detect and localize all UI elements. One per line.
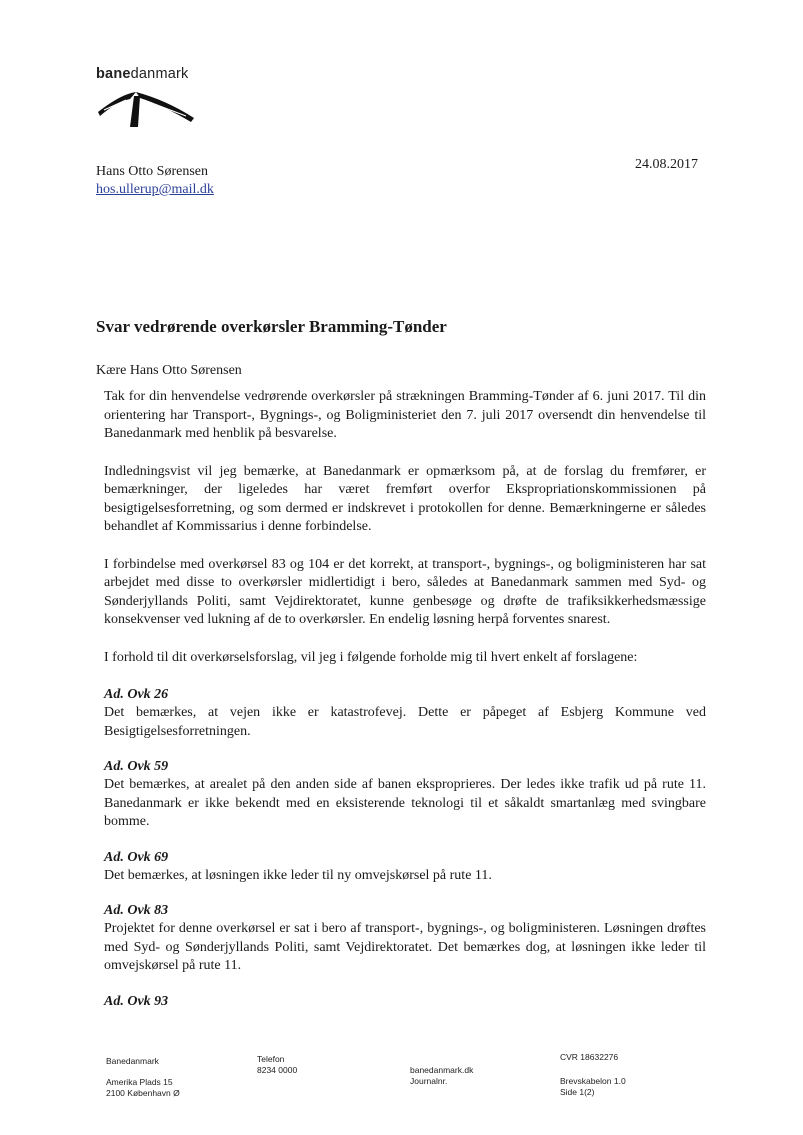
footer-meta bbox=[560, 1076, 626, 1098]
response-item bbox=[104, 758, 706, 832]
response-item bbox=[104, 686, 706, 741]
paragraph: I forhold til dit overkørselsforslag, vil jeg i følgende forholde mig til hvert enkelt af forslagene: bbox=[104, 649, 638, 665]
footer-website-link[interactable]: banedanmark.dk bbox=[410, 1065, 474, 1075]
item-heading: Ad. Ovk 59 bbox=[104, 759, 169, 774]
item-text: Det bemærkes, at arealet på den anden side af banen eksproprieres. Der ledes ikke trafik ud på rute 11. Banedanmark er ikke bekendt med en eksisterende teknologi til et såkaldt smartanlæg med svingbare bomme. bbox=[104, 777, 706, 829]
paragraph: Tak for din henvendelse vedrørende overkørsler på strækningen Bramming-Tønder af 6. juni 2017. Til din orientering har Transport-, Bygnings-, og Boligministeriet den 7. juli 2017 oversendt din henvendelse til Banedanmark med henblik på besvarelse. bbox=[104, 389, 706, 441]
item-text: Det bemærkes, at vejen ikke er katastrofevej. Dette er påpeget af Esbjerg Kommune ved Besigtigelsesforretningen. bbox=[104, 705, 706, 739]
banedanmark-logo bbox=[96, 66, 206, 128]
letter-footer bbox=[0, 1052, 803, 1132]
footer-phone bbox=[257, 1054, 297, 1076]
recipient-email-link[interactable]: hos.ullerup@mail.dk bbox=[96, 182, 214, 197]
footer-company: Banedanmark bbox=[106, 1056, 159, 1066]
paragraph: I forbindelse med overkørsel 83 og 104 er det korrekt, at transport-, bygnings-, og boligministeren har sat arbejdet med disse to overkørsler midlertidigt i bero, således at Banedanmark sammen med Syd- og Sønderjyllands Politi, samt Vejdirektoratet, kunne genbesøge og drøfte de trafiksikkerhedsmæssige konsekvenser ved lukning af de to overkørsler. En endelig løsning herpå forventes snarest. bbox=[104, 556, 706, 627]
logo-wordmark-rest: danmark bbox=[130, 66, 189, 82]
item-heading: Ad. Ovk 93 bbox=[104, 993, 169, 1009]
footer-page-number: Side 1(2) bbox=[560, 1087, 595, 1097]
footer-address-line: Amerika Plads 15 bbox=[106, 1077, 173, 1087]
footer-template: Brevskabelon 1.0 bbox=[560, 1076, 626, 1086]
railway-tracks-icon bbox=[96, 86, 196, 128]
footer-cvr: CVR 18632276 bbox=[560, 1052, 619, 1062]
letter-date: 24.08.2017 bbox=[635, 157, 698, 172]
item-text: Det bemærkes, at løsningen ikke leder til ny omvejskørsel på rute 11. bbox=[104, 867, 492, 883]
salutation: Kære Hans Otto Sørensen bbox=[96, 363, 242, 378]
logo-wordmark bbox=[96, 66, 206, 82]
recipient-name: Hans Otto Sørensen bbox=[96, 164, 208, 179]
letter-body bbox=[104, 388, 706, 1028]
item-heading: Ad. Ovk 83 bbox=[104, 903, 169, 918]
response-item bbox=[104, 849, 706, 886]
logo-wordmark-bold: bane bbox=[96, 66, 131, 82]
footer-web bbox=[410, 1065, 473, 1087]
footer-address-line: 2100 København Ø bbox=[106, 1088, 180, 1098]
response-item bbox=[104, 902, 706, 976]
recipient-block bbox=[96, 163, 214, 199]
footer-phone-label: Telefon bbox=[257, 1054, 285, 1064]
letter-title: Svar vedrørende overkørsler Bramming-Tønder bbox=[96, 317, 447, 336]
item-heading: Ad. Ovk 69 bbox=[104, 849, 169, 865]
footer-journal: Journalnr. bbox=[410, 1076, 448, 1086]
response-item bbox=[104, 993, 706, 1011]
footer-address bbox=[106, 1077, 180, 1099]
footer-phone-number: 8234 0000 bbox=[257, 1065, 298, 1075]
item-heading: Ad. Ovk 26 bbox=[104, 687, 169, 702]
paragraph: Indledningsvist vil jeg bemærke, at Banedanmark er opmærksom på, at de forslag du fremfører, er bemærkninger, der ligeledes har været fremført overfor Ekspropriationskommissionen på besigtigelsesforretning, og som dermed er indskrevet i protokollen for denne. Bemærkningerne er således behandlet af Kommissarius i denne forbindelse. bbox=[104, 463, 706, 534]
item-text: Projektet for denne overkørsel er sat i bero af transport-, bygnings-, og boligministeren. Løsningen drøftes med Syd- og Sønderjyllands Politi, samt Vejdirektoratet. Det bemærkes dog, at løsningen ikke leder til omvejskørsel på rute 11. bbox=[104, 921, 706, 973]
